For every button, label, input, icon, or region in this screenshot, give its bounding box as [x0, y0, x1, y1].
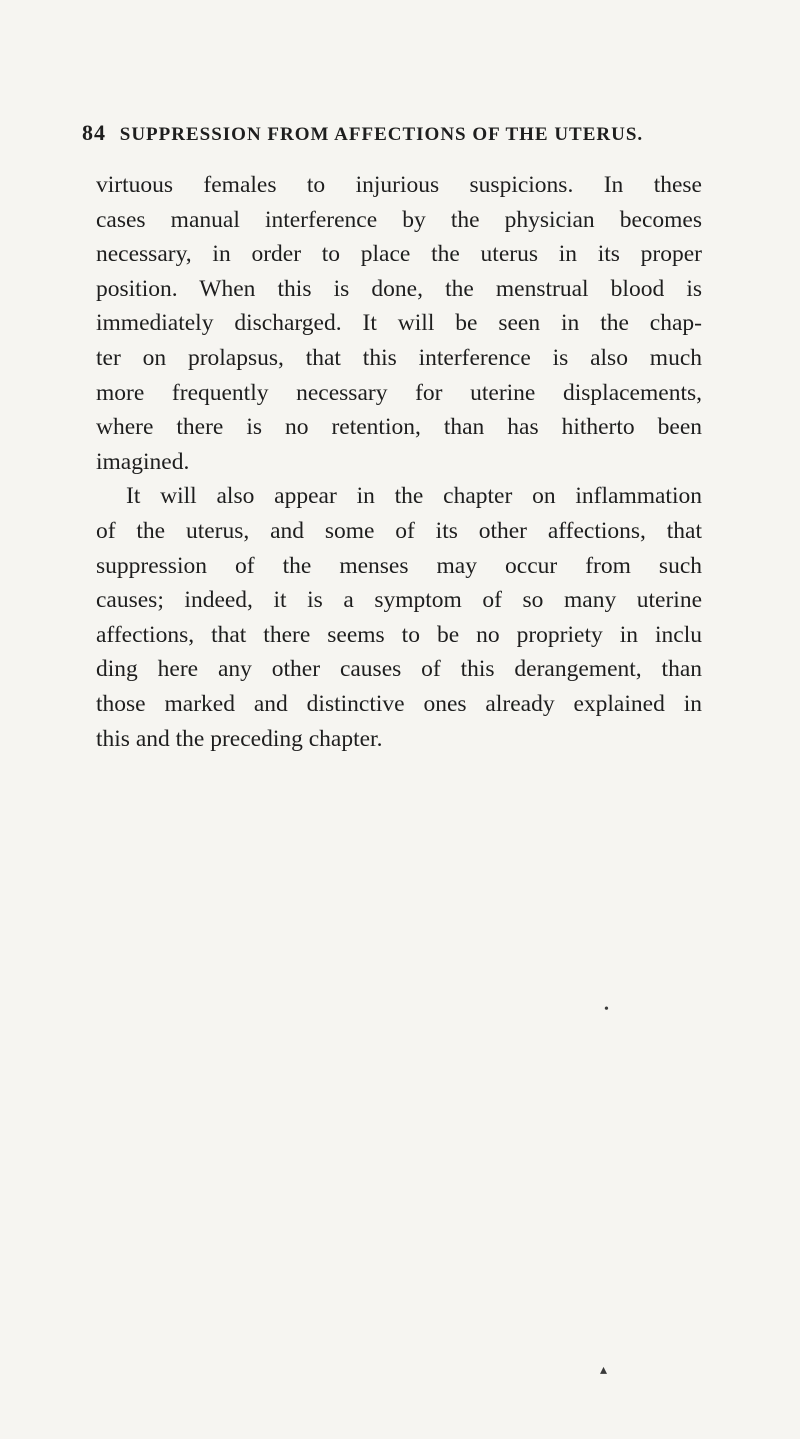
- paper-speck: •: [604, 1002, 609, 1017]
- running-head: [82, 120, 702, 146]
- text-line: suppression of the menses may occur from such: [96, 552, 702, 579]
- chapter-title: SUPPRESSION FROM AFFECTIONS OF THE UTERUS.: [119, 124, 644, 145]
- text-line: virtuous females to injurious suspicions. In these: [96, 172, 702, 198]
- text-line: where there is no retention, than has hitherto been: [96, 414, 702, 441]
- paragraph-1: [96, 168, 702, 479]
- text-line: more frequently necessary for uterine displacements,: [96, 379, 702, 406]
- paragraph-2: [96, 479, 702, 756]
- text-line: ter on prolapsus, that this interference is also much: [96, 344, 702, 371]
- text-line: position. When this is done, the menstrual blood is: [96, 275, 702, 302]
- text-line: ding here any other causes of this derangement, than: [96, 656, 702, 683]
- text-line: this and the preceding chapter.: [96, 725, 383, 752]
- text-line: necessary, in order to place the uterus in its proper: [96, 241, 702, 268]
- text-line: It will also appear in the chapter on inflammation: [126, 483, 702, 510]
- text-line: affections, that there seems to be no propriety in inclu: [96, 621, 702, 648]
- text-line: those marked and distinctive ones already explained in: [96, 690, 702, 717]
- text-line: immediately discharged. It will be seen in the chap-: [96, 310, 702, 337]
- text-line: causes; indeed, it is a symptom of so many uterine: [96, 587, 702, 614]
- text-line: of the uterus, and some of its other affections, that: [96, 517, 702, 544]
- text-line: imagined.: [96, 448, 190, 475]
- text-line: cases manual interference by the physician becomes: [96, 206, 702, 233]
- body-text: [96, 168, 702, 756]
- paper-speck: ▴: [600, 1363, 608, 1378]
- page-number: 84: [82, 120, 106, 145]
